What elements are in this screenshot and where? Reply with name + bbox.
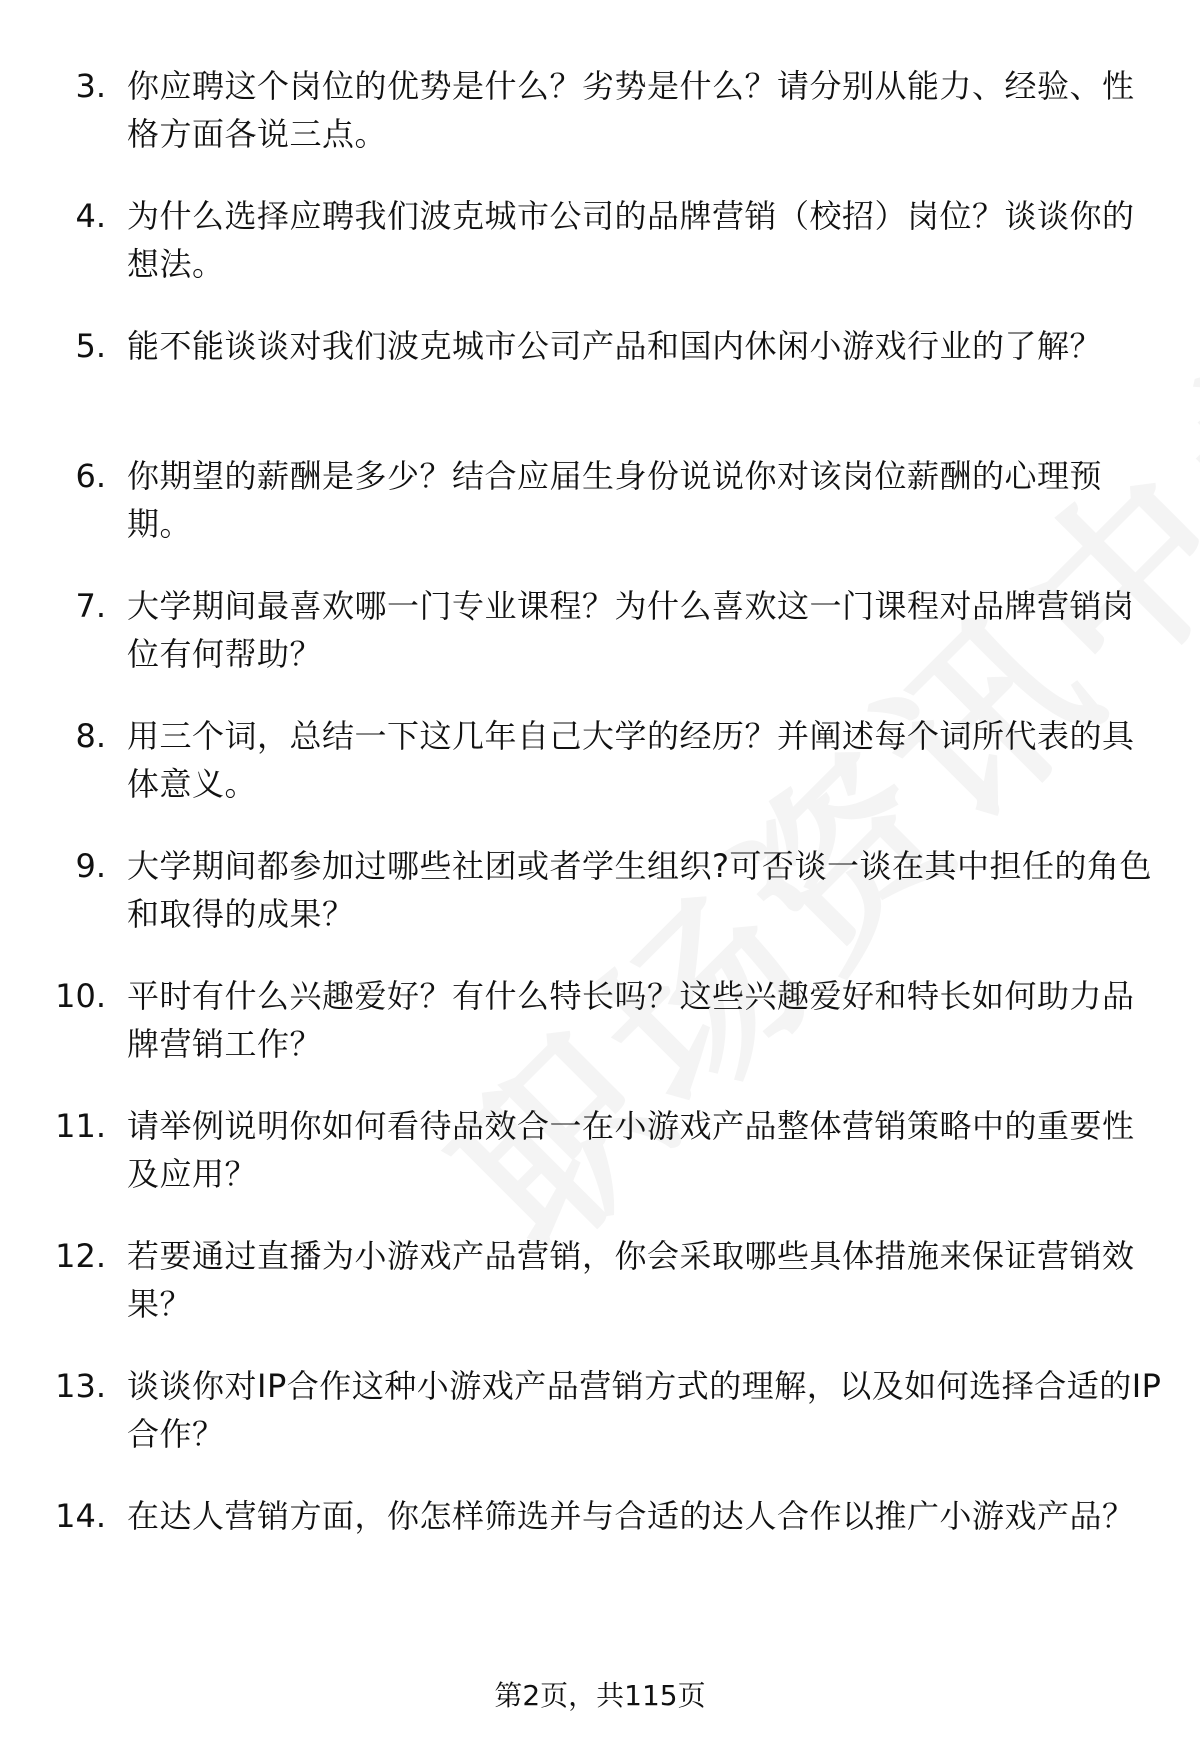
question-number: 4. — [75, 197, 106, 235]
question-item — [0, 1098, 1200, 1228]
question-number: 5. — [75, 327, 106, 365]
question-item — [0, 318, 1200, 448]
question-text: 你期望的薪酬是多少？结合应届生身份说说你对该岗位薪酬的心理预期。 — [127, 457, 1103, 543]
question-list — [0, 58, 1200, 1618]
question-text: 请举例说明你如何看待品效合一在小游戏产品整体营销策略中的重要性及应用？ — [127, 1107, 1135, 1193]
question-item — [0, 1358, 1200, 1488]
question-text: 在达人营销方面，你怎样筛选并与合适的达人合作以推广小游戏产品？ — [127, 1497, 1135, 1535]
question-number: 14. — [55, 1497, 106, 1535]
question-item — [0, 448, 1200, 578]
question-number: 12. — [55, 1237, 106, 1275]
question-text: 你应聘这个岗位的优势是什么？劣势是什么？请分别从能力、经验、性格方面各说三点。 — [127, 67, 1135, 153]
question-text: 能不能谈谈对我们波克城市公司产品和国内休闲小游戏行业的了解？ — [127, 327, 1103, 365]
question-item — [0, 708, 1200, 838]
question-number: 8. — [75, 717, 106, 755]
question-text: 大学期间最喜欢哪一门专业课程？为什么喜欢这一门课程对品牌营销岗位有何帮助？ — [127, 587, 1135, 673]
question-text: 用三个词，总结一下这几年自己大学的经历？并阐述每个词所代表的具体意义。 — [127, 717, 1135, 803]
question-number: 10. — [55, 977, 106, 1015]
question-number: 6. — [75, 457, 106, 495]
question-number: 7. — [75, 587, 106, 625]
question-item — [0, 838, 1200, 968]
question-item — [0, 188, 1200, 318]
question-number: 13. — [55, 1367, 106, 1405]
question-item — [0, 1488, 1200, 1618]
question-number: 11. — [55, 1107, 106, 1145]
question-item — [0, 578, 1200, 708]
page-footer: 第2页，共115页 — [494, 1679, 706, 1712]
question-text: 为什么选择应聘我们波克城市公司的品牌营销（校招）岗位？谈谈你的想法。 — [127, 197, 1135, 283]
question-item — [0, 1228, 1200, 1358]
question-text: 谈谈你对IP合作这种小游戏产品营销方式的理解，以及如何选择合适的IP合作？ — [127, 1367, 1162, 1453]
question-item — [0, 968, 1200, 1098]
question-text: 若要通过直播为小游戏产品营销，你会采取哪些具体措施来保证营销效果？ — [127, 1237, 1135, 1323]
question-number: 9. — [75, 847, 106, 885]
question-text: 大学期间都参加过哪些社团或者学生组织?可否谈一谈在其中担任的角色和取得的成果？ — [127, 847, 1152, 933]
question-number: 3. — [75, 67, 106, 105]
question-item — [0, 58, 1200, 188]
question-text: 平时有什么兴趣爱好？有什么特长吗？这些兴趣爱好和特长如何助力品牌营销工作？ — [127, 977, 1135, 1063]
